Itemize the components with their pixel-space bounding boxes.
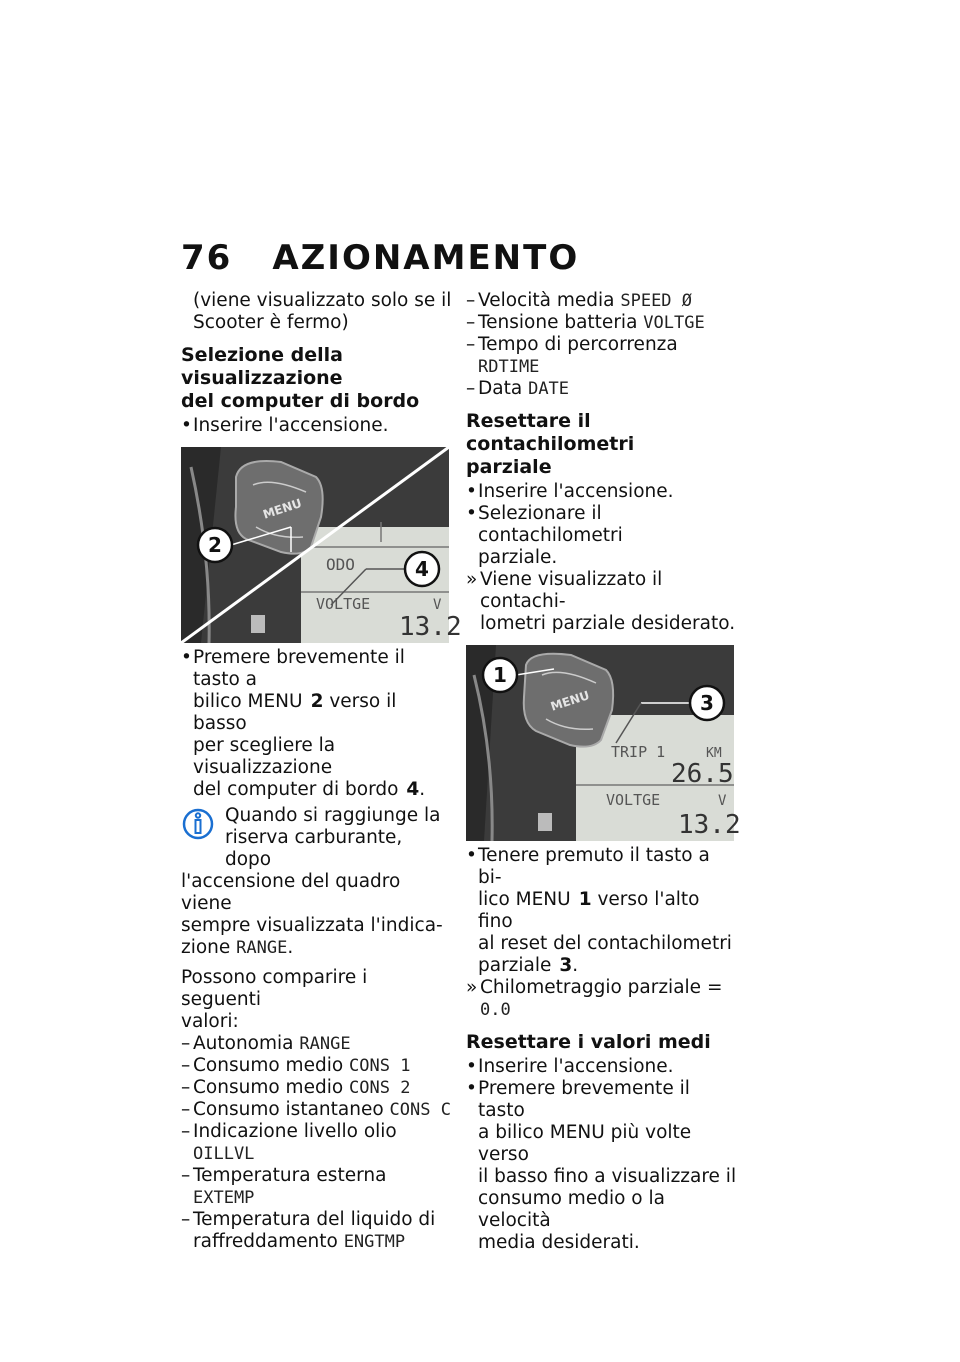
lcd-value: 13.2 bbox=[399, 612, 462, 642]
value-item: – Indicazione livello olio OILLVL bbox=[181, 1121, 453, 1165]
value-item: – Tempo di percorrenza RDTIME bbox=[466, 334, 738, 378]
step-select-trip: • Selezionare il contachilometri parziale. bbox=[466, 503, 738, 569]
step-press-menu: • Premere brevemente il tasto a bilico MENU 2 verso il basso per scegliere la visualizzazione del computer di bordo 4. bbox=[181, 647, 453, 801]
value-item: – Consumo medio CONS 2 bbox=[181, 1077, 453, 1099]
value-item: – Autonomia RANGE bbox=[181, 1033, 453, 1055]
result-trip-shown: » Viene visualizzato il contachi- lometri parziale desiderato. bbox=[466, 569, 738, 635]
value-item: – Tensione batteria VOLTGE bbox=[466, 312, 738, 334]
lcd-voltge-label: VOLTGE bbox=[316, 595, 371, 613]
value-item: – Consumo istantaneo CONS C bbox=[181, 1099, 453, 1121]
value-item: – Data DATE bbox=[466, 378, 738, 400]
left-column bbox=[181, 290, 462, 1253]
heading-reset-trip: Resettare il contachilometri parziale bbox=[466, 410, 635, 478]
callout-2: 2 bbox=[208, 533, 222, 557]
lcd-value: 13.2 bbox=[678, 810, 741, 840]
callout-3: 3 bbox=[700, 691, 714, 715]
step-ignition: • Inserire l'accensione. bbox=[466, 1056, 738, 1078]
note-fuel-reserve: Quando si raggiunge la riserva carburante, dopo l'accensione del quadro viene sempre visualizzata l'indica- zione RANGE. bbox=[181, 805, 443, 958]
right-column bbox=[466, 290, 741, 1254]
value-item: – Temperatura esterna EXTEMP bbox=[181, 1165, 453, 1209]
callout-4: 4 bbox=[415, 557, 429, 581]
value-item: – Temperatura del liquido di raffreddamento ENGTMP bbox=[181, 1209, 453, 1253]
lcd-voltge-label: VOLTGE bbox=[606, 791, 661, 809]
intro-text: (viene visualizzato solo se il Scooter è fermo) bbox=[193, 290, 452, 333]
lcd-km-unit: KM bbox=[706, 746, 722, 761]
lcd-trip-label: TRIP 1 bbox=[611, 743, 666, 761]
value-item: – Velocità media SPEED Ø bbox=[466, 290, 738, 312]
step-press-menu-repeat: • Premere brevemente il tasto a bilico MENU più volte verso il basso fino a visualizzare il consumo medio o la velocità media desiderati. bbox=[466, 1078, 738, 1254]
step-ignition: • Inserire l'accensione. bbox=[181, 415, 453, 437]
heading-display-selection: Selezione della visualizzazione del computer di bordo bbox=[181, 344, 420, 412]
code-range: RANGE bbox=[236, 938, 288, 958]
value-item: – Consumo medio CONS 1 bbox=[181, 1055, 453, 1077]
menu-button-label: MENU bbox=[261, 496, 304, 522]
callout-1: 1 bbox=[493, 663, 507, 687]
step-ignition: • Inserire l'accensione. bbox=[466, 481, 738, 503]
heading-reset-averages: Resettare i valori medi bbox=[466, 1031, 711, 1053]
result-trip-reset: » Chilometraggio parziale = 0.0 bbox=[466, 977, 738, 1021]
lcd-trip-value: 26.5 bbox=[671, 759, 734, 789]
values-intro: Possono comparire i seguenti valori: bbox=[181, 967, 368, 1032]
lcd-unit: V bbox=[433, 597, 442, 613]
info-icon bbox=[181, 807, 215, 841]
page-header bbox=[181, 238, 579, 278]
figure-menu-button-trip bbox=[466, 645, 741, 841]
figure-menu-button-odo bbox=[181, 447, 462, 643]
step-hold-menu: • Tenere premuto il tasto a bi- lico MENU 1 verso l'alto fino al reset del contachilometri parziale 3. bbox=[466, 845, 738, 977]
section-title: AZIONAMENTO bbox=[272, 238, 580, 278]
lcd-odo-label: ODO bbox=[326, 555, 355, 574]
menu-button-label: MENU bbox=[548, 688, 592, 714]
lcd-unit: V bbox=[718, 793, 727, 809]
page-number: 76 bbox=[181, 238, 233, 278]
